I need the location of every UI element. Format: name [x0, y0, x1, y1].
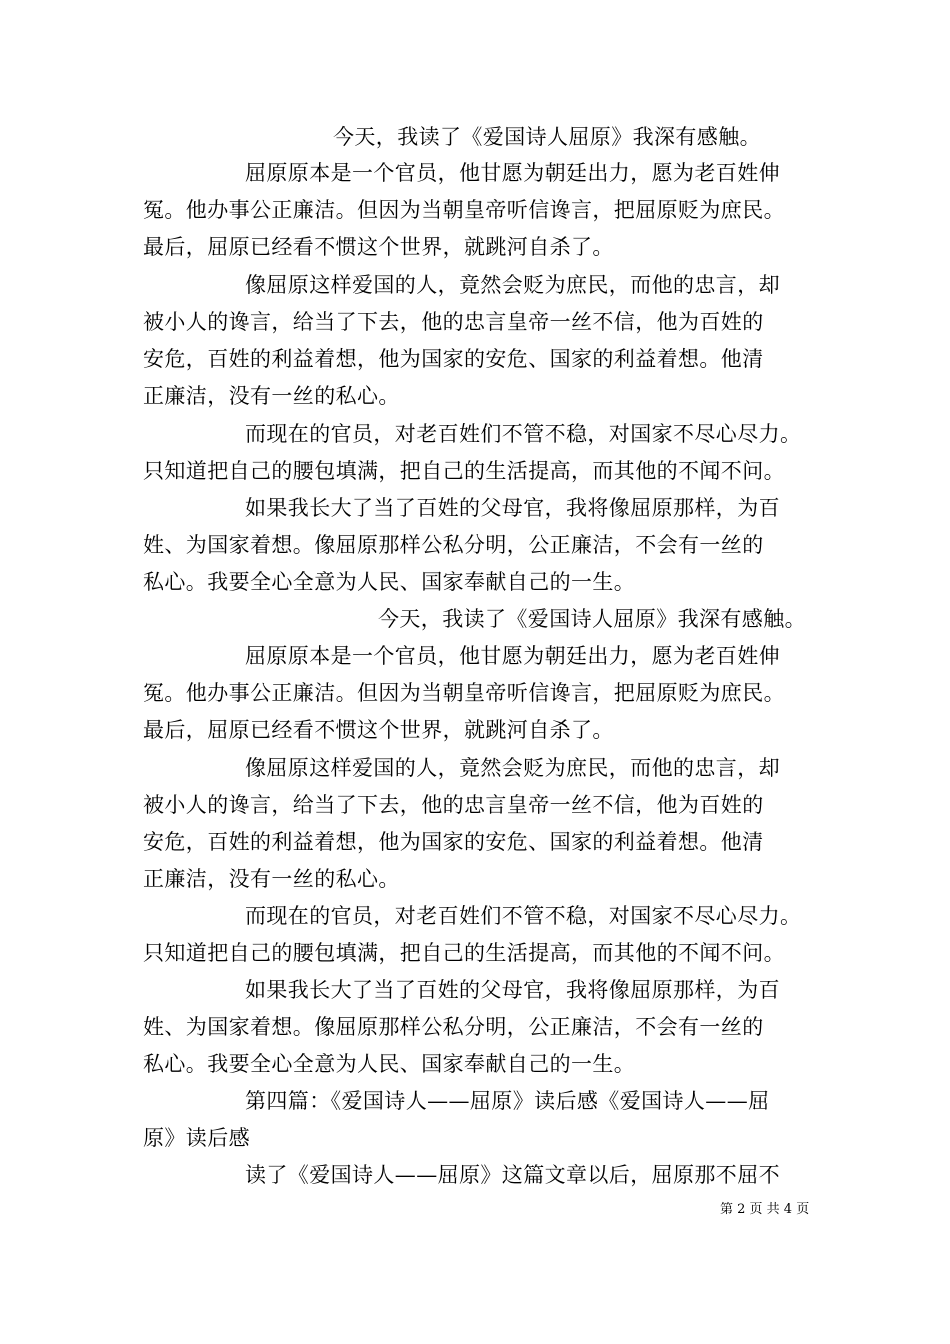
text-line: 最后，屈原已经看不惯这个世界，就跳河自杀了。	[143, 235, 614, 259]
text-line: 最后，屈原已经看不惯这个世界，就跳河自杀了。	[143, 718, 614, 742]
text-line: 被小人的谗言，给当了下去，他的忠言皇帝一丝不信，他为百姓的	[143, 793, 764, 817]
text-line: 安危，百姓的利益着想，他为国家的安危、国家的利益着想。他清	[143, 830, 764, 854]
page-number: 第 2 页 共 4 页	[720, 1202, 810, 1217]
text-line: 私心。我要全心全意为人民、国家奉献自己的一生。	[143, 1052, 636, 1076]
section-heading: 第四篇：《爱国诗人——屈原》读后感《爱国诗人——屈	[245, 1089, 770, 1113]
text-line: 像屈原这样爱国的人，竟然会贬为庶民，而他的忠言，却	[245, 273, 780, 297]
text-line: 冤。他办事公正廉洁。但因为当朝皇帝听信谗言，把屈原贬为庶民。	[143, 681, 785, 705]
text-line: 姓、为国家着想。像屈原那样公私分明，公正廉洁，不会有一丝的	[143, 533, 764, 557]
text-line: 如果我长大了当了百姓的父母官，我将像屈原那样，为百	[245, 496, 780, 520]
text-line: 安危，百姓的利益着想，他为国家的安危、国家的利益着想。他清	[143, 347, 764, 371]
text-line: 屈原原本是一个官员，他甘愿为朝廷出力，愿为老百姓伸	[245, 161, 780, 185]
text-line: 只知道把自己的腰包填满，把自己的生活提高，而其他的不闻不问。	[143, 941, 785, 965]
text-line: 私心。我要全心全意为人民、国家奉献自己的一生。	[143, 570, 636, 594]
text-line: 正廉洁，没有一丝的私心。	[143, 867, 400, 891]
text-line: 今天，我读了《爱国诗人屈原》我深有感触。	[333, 125, 761, 149]
section-heading-continued: 原》读后感	[143, 1126, 250, 1150]
text-line: 正廉洁，没有一丝的私心。	[143, 384, 400, 408]
text-line: 今天，我读了《爱国诗人屈原》我深有感触。	[378, 607, 806, 631]
text-line: 被小人的谗言，给当了下去，他的忠言皇帝一丝不信，他为百姓的	[143, 310, 764, 334]
text-line: 只知道把自己的腰包填满，把自己的生活提高，而其他的不闻不问。	[143, 459, 785, 483]
text-line: 而现在的官员，对老百姓们不管不稳，对国家不尽心尽力。	[245, 904, 802, 928]
text-line: 冤。他办事公正廉洁。但因为当朝皇帝听信谗言，把屈原贬为庶民。	[143, 198, 785, 222]
text-line: 读了《爱国诗人——屈原》这篇文章以后，屈原那不屈不	[245, 1163, 780, 1187]
text-line: 屈原原本是一个官员，他甘愿为朝廷出力，愿为老百姓伸	[245, 644, 780, 668]
text-line: 如果我长大了当了百姓的父母官，我将像屈原那样，为百	[245, 978, 780, 1002]
text-line: 而现在的官员，对老百姓们不管不稳，对国家不尽心尽力。	[245, 422, 802, 446]
text-line: 姓、为国家着想。像屈原那样公私分明，公正廉洁，不会有一丝的	[143, 1015, 764, 1039]
text-line: 像屈原这样爱国的人，竟然会贬为庶民，而他的忠言，却	[245, 756, 780, 780]
